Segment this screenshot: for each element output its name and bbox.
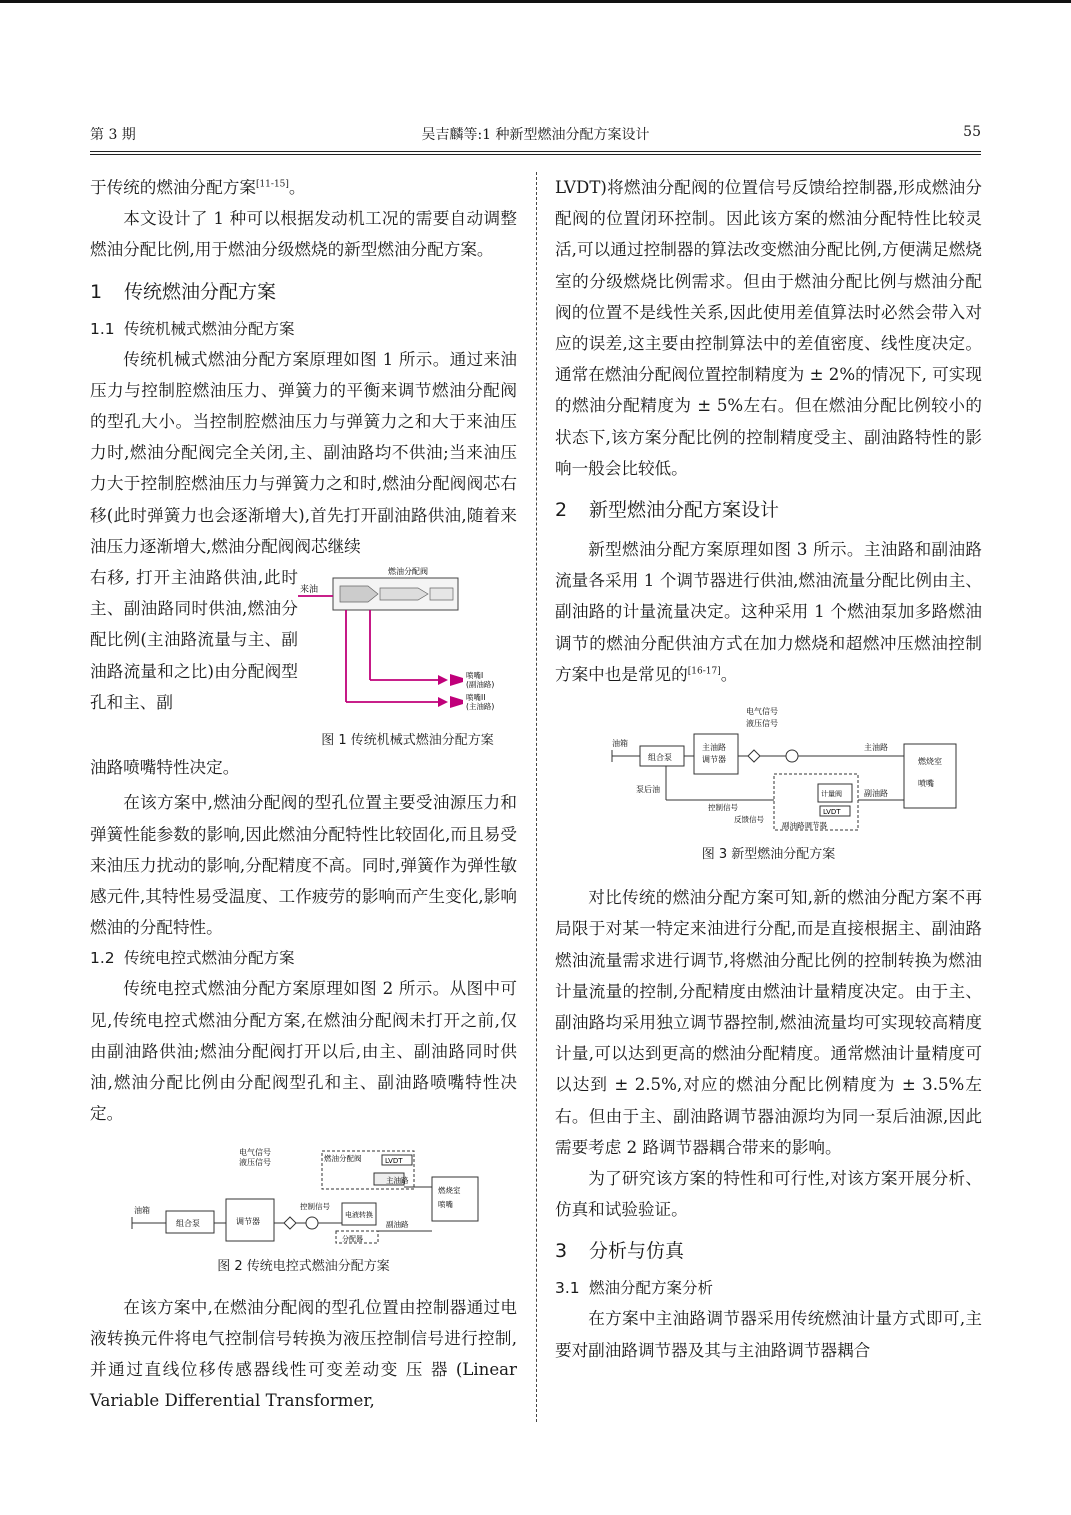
- section-heading-1: 1 传统燃油分配方案: [90, 280, 277, 303]
- text-with-figure-1: [90, 562, 517, 752]
- section-heading-3: 3 分析与仿真: [555, 1240, 685, 1263]
- mreg2-label: 调节器: [701, 755, 726, 765]
- figure-1-diagram: [298, 562, 517, 722]
- valve-label: 燃油分配阀: [323, 1154, 361, 1164]
- main-line-label: 主油路: [385, 1176, 408, 1186]
- paragraph: 油路喷嘴特性决定。: [90, 758, 240, 778]
- nozzle-label: 喷嘴: [917, 779, 934, 789]
- paragraph: 对比传统的燃油分配方案可知,新的燃油分配方案不再局限于对某一特定来油进行分配,而是直接根据主、副油路燃油流量需求进行调节,将燃油分配比例的控制转换为燃油计量流量的控制,分配精度由燃油计量精度决定。由于主、副油路均采用独立调节器控制,燃油流量均可实现较高精度计量,可以达到更高的燃油分配精度。通常燃油计量精度可以达到 ± 2.5%,对应的燃油分配比例精度为 ± 3.5%左右。但由于主、副油路调节器油源均为同一泵后油源,因此需要考虑 2 路调节器耦合带来的影响。: [555, 888, 982, 1157]
- paragraph: 为了研究该方案的特性和可行性,对该方案开展分析、仿真和试验验证。: [555, 1169, 982, 1220]
- figure-2-caption: 图 2 传统电控式燃油分配方案: [217, 1258, 390, 1274]
- reg-label: 调节器: [235, 1217, 260, 1227]
- valve-label: 燃油分配阀: [388, 567, 428, 577]
- paragraph: 传统电控式燃油分配方案原理如图 2 所示。从图中可见,传统电控式燃油分配方案,在燃油分配阀未打开之前,仅由副油路供油;燃油分配阀打开以后,由主、副油路同时供油,燃油分配比例由分配阀型孔和主、副油路喷嘴特性决定。: [90, 979, 517, 1124]
- mreg-label: 主油路: [701, 743, 726, 753]
- inlet-label: 油箱: [611, 739, 628, 749]
- paragraph: 新型燃油分配方案原理如图 3 所示。主油路和副油路流量各采用 1 个调节器进行供油,燃油流量分配比例由主、副油路的计量流量决定。这种采用 1 个燃油泵加多路燃油调节的燃油分配供油方式在加力燃烧和超燃冲压燃油控制方案中也是常见的[16-17]。: [555, 540, 982, 684]
- conv-label: 液压信号: [238, 1158, 271, 1168]
- valve-label: 计量阀: [820, 790, 842, 799]
- sig-label: 电气信号: [745, 707, 778, 717]
- nozzle1-sub: (副油路): [466, 680, 495, 690]
- pump-label: 组合泵: [647, 753, 672, 763]
- section-heading-1-2: 1.2 传统电控式燃油分配方案: [90, 949, 295, 968]
- figure-2: [90, 1145, 517, 1277]
- page-number: 55: [963, 124, 981, 140]
- nozzle2-sub: (主油路): [466, 702, 495, 712]
- left-column: [90, 172, 517, 1416]
- section-heading-2: 2 新型燃油分配方案设计: [555, 499, 780, 522]
- running-header: [90, 124, 981, 148]
- top-border: [0, 0, 1071, 3]
- lvdt-label: LVDT: [384, 1157, 403, 1166]
- figure-3-diagram: [574, 704, 964, 834]
- paragraph: 在该方案中,在燃油分配阀的型孔位置由控制器通过电液转换元件将电气控制信号转换为液压控制信号进行控制,并通过直线位移传感器线性可变差动变 压 器 (Linear Variable Differential Transformer,: [90, 1297, 517, 1411]
- citation: [16-17]: [687, 666, 721, 677]
- sub-line-label: 副油路: [385, 1220, 408, 1230]
- inlet-label: 油箱: [133, 1206, 150, 1216]
- section-heading-3-1: 3.1 燃油分配方案分析: [555, 1279, 714, 1298]
- hyd-label: 液压信号: [745, 719, 778, 729]
- main-line-label: 主油路: [863, 743, 888, 753]
- figure-3: [555, 704, 982, 866]
- ctrl-label: 控制信号: [299, 1202, 330, 1212]
- citation: [11-15]: [255, 179, 289, 190]
- issue-number: 第 3 期: [90, 127, 136, 143]
- nozzle2-label: 喷嘴II: [466, 693, 486, 703]
- header-rule-2: [90, 154, 981, 155]
- section-heading-1-1: 1.1 传统机械式燃油分配方案: [90, 319, 295, 338]
- sreg-label: 副油路调节器: [781, 821, 827, 831]
- paragraph: 在方案中主油路调节器采用传统燃油计量方式即可,主要对副油路调节器及其与主油路调节器耦合: [555, 1309, 982, 1360]
- inlet-label: 来油: [300, 585, 319, 596]
- column-separator: [536, 172, 537, 1422]
- right-column: [555, 172, 982, 1366]
- lvdt-label: LVDT: [822, 808, 841, 817]
- paragraph: 右移, 打开主油路供油,此时主、副油路同时供油,燃油分配比例(主油路流量与主、副油路流量和之比)由分配阀型孔和主、副: [90, 568, 298, 712]
- sig-label: 电气信号: [238, 1148, 271, 1158]
- pumpout-label: 泵后油: [635, 785, 660, 795]
- figure-3-caption: 图 3 新型燃油分配方案: [701, 847, 836, 863]
- paragraph: LVDT)将燃油分配阀的位置信号反馈给控制器,形成燃油分配阀的位置闭环控制。因此该方案的燃油分配特性比较灵活,可以通过控制器的算法改变燃油分配比例,方便满足燃烧室的分级燃烧比例需求。但由于燃油分配比例与燃油分配阀的位置不是线性关系,因此使用差值算法时必然会带入对应的误差,这主要由控制算法中的差值密度、线性度决定。通常在燃油分配阀位置控制精度为 ± 2%的情况下, 可实现的燃油分配精度为 ± 5%左右。但在燃油分配比例较小的状态下,该方案分配比例的控制精度受主、副油路特性的影响一般会比较低。: [555, 178, 982, 478]
- paragraph: 于传统的燃油分配方案[11-15]。: [90, 178, 306, 197]
- pump-label: 组合泵: [175, 1219, 200, 1229]
- paragraph: 本文设计了 1 种可以根据发动机工况的需要自动调整燃油分配比例,用于燃油分级燃烧的新型燃油分配方案。: [90, 209, 517, 260]
- ctrl-label: 控制信号: [707, 803, 738, 813]
- header-rule: [90, 151, 981, 152]
- paragraph: 传统机械式燃油分配方案原理如图 1 所示。通过来油压力与控制腔燃油压力、弹簧力的平衡来调节燃油分配阀的型孔大小。当控制腔燃油压力与弹簧力之和大于来油压力时,燃油分配阀完全关闭,主、副油路均不供油;当来油压力大于控制腔燃油压力与弹簧力之和时,燃油分配阀阀芯右移(此时弹簧力也会逐渐增大),首先打开副油路供油,随着来油压力逐渐增大,燃油分配阀阀芯继续: [90, 349, 517, 556]
- paragraph: 在该方案中,燃油分配阀的型孔位置主要受油源压力和弹簧性能参数的影响,因此燃油分配特性比较固化,而且易受来油压力扰动的影响,分配精度不高。同时,弹簧作为弹性敏感元件,其特性易受温度、工作疲劳的影响而产生变化,影响燃油的分配特性。: [90, 793, 517, 938]
- running-title: 吴吉麟等:1 种新型燃油分配方案设计: [421, 127, 650, 143]
- burner-label: 燃烧室: [917, 757, 942, 767]
- nozzle1-label: 喷嘴I: [466, 671, 484, 681]
- dist-label: 分配器: [341, 1235, 363, 1244]
- figure-1: [298, 562, 517, 752]
- sub-line-label: 副油路: [863, 789, 888, 799]
- nozzle-label: 喷嘴: [437, 1200, 453, 1210]
- fb-label: 反馈信号: [733, 815, 764, 825]
- ev-label: 电液转换: [344, 1211, 373, 1220]
- figure-2-diagram: [124, 1145, 484, 1245]
- burner-label: 燃烧室: [437, 1186, 460, 1196]
- figure-1-caption: 图 1 传统机械式燃油分配方案: [321, 733, 494, 749]
